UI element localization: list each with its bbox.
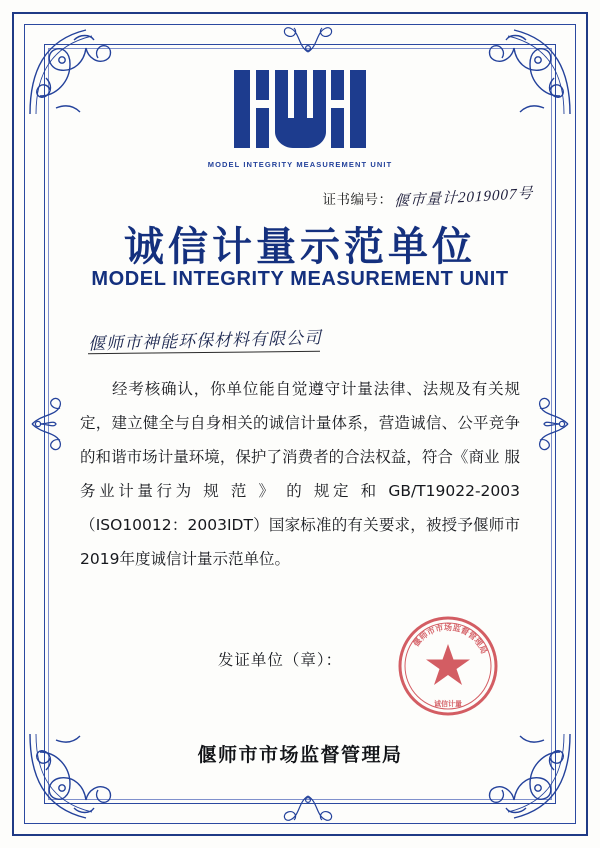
side-ornament-top [280, 22, 336, 56]
svg-text:师: 师 [417, 630, 430, 643]
certificate-body-text: 经考核确认，你单位能自觉遵守计量法律、法规及有关规定，建立健全与自身相关的诚信计量体系，营造诚信、公平竞争的和谐市场计量环境，保护了消费者的合法权益，符合《商业 服务业计量行为 规 范 》 的 规定 和 GB/T19022-2003（ISO10012：2003IDT）国家标准的有关要求，被授予偃师市2019年度诚信计量示范单位。 [80, 380, 520, 568]
svg-text:偃: 偃 [411, 636, 424, 649]
svg-text:市: 市 [434, 623, 445, 634]
svg-text:市: 市 [425, 625, 437, 638]
side-ornament-bottom [280, 792, 336, 826]
serial-number-label: 证书编号： [322, 192, 393, 207]
svg-text:理: 理 [472, 636, 485, 649]
issuing-organization: 偃师市市场监督管理局 [197, 744, 403, 766]
serial-number-row [322, 185, 535, 211]
side-ornament-left [26, 392, 66, 456]
svg-text:监: 监 [451, 623, 462, 634]
svg-text:局: 局 [477, 644, 489, 656]
svg-text:诚信计量: 诚信计量 [434, 700, 462, 708]
serial-number-value: 偃市量计2019007号 [394, 185, 535, 211]
issuer-signature-label: 发证单位（章）： [217, 651, 343, 669]
logo-caption: MODEL INTEGRITY MEASUREMENT UNIT [207, 160, 393, 169]
logo-block [0, 70, 600, 169]
certificate-title-chinese: 诚信计量示范单位 [124, 224, 476, 270]
svg-text:督: 督 [459, 625, 471, 638]
side-ornament-right [534, 392, 574, 456]
svg-text:管: 管 [466, 630, 479, 643]
mium-monogram-logo [234, 70, 366, 153]
svg-text:场: 场 [444, 623, 452, 632]
recipient-name: 偃师市神能环保材料有限公司 [87, 328, 323, 354]
recipient-block [88, 326, 348, 353]
certificate-title-english: MODEL INTEGRITY MEASUREMENT UNIT [91, 268, 509, 290]
red-official-seal [396, 614, 500, 718]
